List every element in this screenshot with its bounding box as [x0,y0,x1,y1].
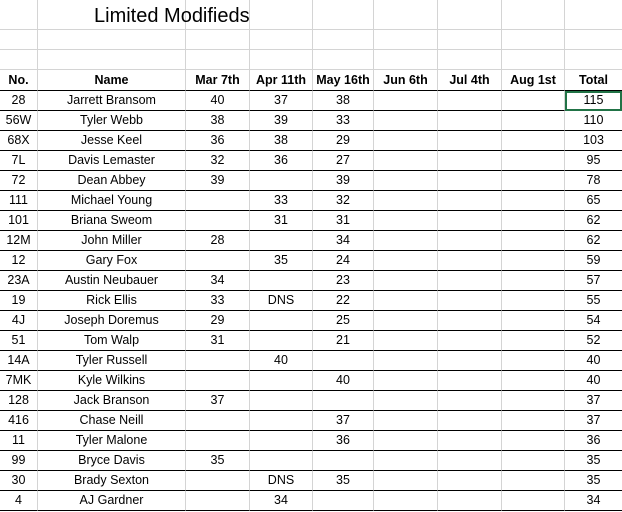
cell[interactable] [313,50,374,70]
race-may-16th-cell[interactable]: 21 [313,331,374,351]
race-aug-1st-cell[interactable] [502,351,565,371]
race-may-16th-cell[interactable]: 32 [313,191,374,211]
race-aug-1st-cell[interactable] [502,491,565,511]
driver-name-cell[interactable]: Davis Lemaster [38,151,186,171]
race-jun-6th-cell[interactable] [374,191,438,211]
points-total-cell[interactable]: 40 [565,371,622,391]
race-jul-4th-cell[interactable] [438,391,502,411]
points-total-cell[interactable]: 78 [565,171,622,191]
cell[interactable] [565,0,622,30]
race-apr-11th-cell[interactable] [250,311,313,331]
points-total-cell[interactable]: 62 [565,231,622,251]
driver-name-cell[interactable]: Chase Neill [38,411,186,431]
race-jun-6th-cell[interactable] [374,171,438,191]
race-jul-4th-cell[interactable] [438,291,502,311]
points-total-cell[interactable]: 40 [565,351,622,371]
race-may-16th-cell[interactable]: 22 [313,291,374,311]
race-aug-1st-cell[interactable] [502,291,565,311]
race-jun-6th-cell[interactable] [374,351,438,371]
race-jul-4th-cell[interactable] [438,111,502,131]
car-number-cell[interactable]: 68X [0,131,38,151]
car-number-cell[interactable]: 101 [0,211,38,231]
race-apr-11th-cell[interactable] [250,231,313,251]
cell[interactable] [0,0,38,30]
cell[interactable] [438,0,502,30]
car-number-cell[interactable]: 30 [0,471,38,491]
points-total-cell[interactable]: 115 [565,91,622,111]
table-row [0,471,622,491]
race-apr-11th-cell[interactable] [250,431,313,451]
race-mar-7th-cell[interactable] [186,211,250,231]
race-apr-11th-cell[interactable]: 33 [250,191,313,211]
cell[interactable] [250,30,313,50]
race-apr-11th-cell[interactable]: 37 [250,91,313,111]
driver-name-cell[interactable]: Gary Fox [38,251,186,271]
points-total-cell[interactable]: 37 [565,391,622,411]
race-aug-1st-cell[interactable] [502,451,565,471]
race-may-16th-cell[interactable]: 31 [313,211,374,231]
table-row [0,451,622,471]
driver-name-cell[interactable]: Tom Walp [38,331,186,351]
race-jul-4th-cell[interactable] [438,331,502,351]
driver-name-cell[interactable]: Brady Sexton [38,471,186,491]
race-mar-7th-cell[interactable]: 38 [186,111,250,131]
blank-row [0,50,622,70]
race-apr-11th-cell[interactable] [250,411,313,431]
race-jun-6th-cell[interactable] [374,271,438,291]
driver-name-cell[interactable]: Kyle Wilkins [38,371,186,391]
points-total-cell[interactable]: 62 [565,211,622,231]
race-jun-6th-cell[interactable] [374,451,438,471]
table-row [0,491,622,511]
header-total[interactable]: Total [565,70,622,91]
race-aug-1st-cell[interactable] [502,371,565,391]
car-number-cell[interactable]: 23A [0,271,38,291]
race-jun-6th-cell[interactable] [374,391,438,411]
table-row [0,291,622,311]
race-may-16th-cell[interactable] [313,391,374,411]
race-mar-7th-cell[interactable] [186,371,250,391]
race-aug-1st-cell[interactable] [502,191,565,211]
table-row [0,311,622,331]
car-number-cell[interactable]: 111 [0,191,38,211]
race-may-16th-cell[interactable]: 25 [313,311,374,331]
race-may-16th-cell[interactable]: 24 [313,251,374,271]
driver-name-cell[interactable]: Tyler Malone [38,431,186,451]
car-number-cell[interactable]: 12M [0,231,38,251]
table-row [0,391,622,411]
points-total-cell[interactable]: 103 [565,131,622,151]
race-mar-7th-cell[interactable]: 32 [186,151,250,171]
race-jun-6th-cell[interactable] [374,431,438,451]
table-row [0,131,622,151]
sheet-title: Limited Modifieds [94,5,250,27]
race-jun-6th-cell[interactable] [374,291,438,311]
header-jun-6th[interactable]: Jun 6th [374,70,438,91]
race-mar-7th-cell[interactable]: 34 [186,271,250,291]
race-mar-7th-cell[interactable]: 33 [186,291,250,311]
race-jun-6th-cell[interactable] [374,311,438,331]
driver-name-cell[interactable]: Tyler Russell [38,351,186,371]
points-total-cell[interactable]: 36 [565,431,622,451]
race-apr-11th-cell[interactable] [250,171,313,191]
car-number-cell[interactable]: 4 [0,491,38,511]
cell[interactable] [374,0,438,30]
table-row [0,371,622,391]
race-aug-1st-cell[interactable] [502,131,565,151]
driver-name-cell[interactable]: Tyler Webb [38,111,186,131]
race-mar-7th-cell[interactable]: 31 [186,331,250,351]
race-jul-4th-cell[interactable] [438,271,502,291]
title-row [0,0,622,30]
points-total-cell[interactable]: 59 [565,251,622,271]
race-jul-4th-cell[interactable] [438,471,502,491]
race-mar-7th-cell[interactable] [186,191,250,211]
header-no[interactable]: No. [0,70,38,91]
driver-name-cell[interactable]: Dean Abbey [38,171,186,191]
race-jun-6th-cell[interactable] [374,211,438,231]
table-row [0,231,622,251]
race-jun-6th-cell[interactable] [374,151,438,171]
table-row [0,431,622,451]
car-number-cell[interactable]: 72 [0,171,38,191]
cell[interactable] [374,50,438,70]
race-aug-1st-cell[interactable] [502,411,565,431]
cell[interactable] [250,50,313,70]
race-jul-4th-cell[interactable] [438,371,502,391]
car-number-cell[interactable]: 416 [0,411,38,431]
cell[interactable] [502,0,565,30]
points-total-cell[interactable]: 65 [565,191,622,211]
race-may-16th-cell[interactable]: 27 [313,151,374,171]
race-aug-1st-cell[interactable] [502,211,565,231]
header-jul-4th[interactable]: Jul 4th [438,70,502,91]
table-row [0,331,622,351]
header-aug-1st[interactable]: Aug 1st [502,70,565,91]
race-aug-1st-cell[interactable] [502,231,565,251]
race-jul-4th-cell[interactable] [438,211,502,231]
driver-name-cell[interactable]: AJ Gardner [38,491,186,511]
race-jun-6th-cell[interactable] [374,91,438,111]
race-may-16th-cell[interactable]: 37 [313,411,374,431]
driver-name-cell[interactable]: Austin Neubauer [38,271,186,291]
race-jul-4th-cell[interactable] [438,311,502,331]
race-mar-7th-cell[interactable]: 37 [186,391,250,411]
race-jun-6th-cell[interactable] [374,411,438,431]
race-may-16th-cell[interactable]: 29 [313,131,374,151]
cell[interactable] [438,30,502,50]
table-row [0,271,622,291]
race-aug-1st-cell[interactable] [502,91,565,111]
car-number-cell[interactable]: 19 [0,291,38,311]
header-may-16th[interactable]: May 16th [313,70,374,91]
race-mar-7th-cell[interactable]: 39 [186,171,250,191]
cell[interactable] [250,0,313,30]
table-row [0,191,622,211]
race-aug-1st-cell[interactable] [502,271,565,291]
race-jul-4th-cell[interactable] [438,151,502,171]
race-jun-6th-cell[interactable] [374,111,438,131]
race-jun-6th-cell[interactable] [374,131,438,151]
race-mar-7th-cell[interactable]: 40 [186,91,250,111]
race-apr-11th-cell[interactable] [250,271,313,291]
points-total-cell[interactable]: 54 [565,311,622,331]
race-apr-11th-cell[interactable] [250,391,313,411]
race-may-16th-cell[interactable] [313,451,374,471]
driver-name-cell[interactable]: Jack Branson [38,391,186,411]
race-aug-1st-cell[interactable] [502,471,565,491]
car-number-cell[interactable]: 28 [0,91,38,111]
car-number-cell[interactable]: 128 [0,391,38,411]
cell[interactable] [0,50,38,70]
race-aug-1st-cell[interactable] [502,431,565,451]
race-aug-1st-cell[interactable] [502,171,565,191]
points-total-cell[interactable]: 35 [565,451,622,471]
race-apr-11th-cell[interactable] [250,371,313,391]
blank-row [0,30,622,50]
cell[interactable] [313,0,374,30]
race-apr-11th-cell[interactable]: 34 [250,491,313,511]
race-jun-6th-cell[interactable] [374,491,438,511]
race-apr-11th-cell[interactable] [250,331,313,351]
table-row [0,411,622,431]
race-jul-4th-cell[interactable] [438,171,502,191]
race-jul-4th-cell[interactable] [438,451,502,471]
race-mar-7th-cell[interactable] [186,491,250,511]
race-jun-6th-cell[interactable] [374,371,438,391]
race-jul-4th-cell[interactable] [438,91,502,111]
race-jun-6th-cell[interactable] [374,471,438,491]
race-mar-7th-cell[interactable] [186,351,250,371]
driver-name-cell[interactable]: Briana Sweom [38,211,186,231]
header-name[interactable]: Name [38,70,186,91]
points-total-cell[interactable]: 110 [565,111,622,131]
points-total-cell[interactable]: 52 [565,331,622,351]
cell[interactable] [565,30,622,50]
race-may-16th-cell[interactable]: 39 [313,171,374,191]
header-row [0,70,622,91]
table-row [0,211,622,231]
driver-name-cell[interactable]: John Miller [38,231,186,251]
race-jun-6th-cell[interactable] [374,231,438,251]
race-jun-6th-cell[interactable] [374,251,438,271]
race-jul-4th-cell[interactable] [438,191,502,211]
table-row [0,351,622,371]
race-mar-7th-cell[interactable] [186,411,250,431]
race-apr-11th-cell[interactable]: DNS [250,471,313,491]
race-apr-11th-cell[interactable]: 38 [250,131,313,151]
cell[interactable] [565,50,622,70]
cell[interactable] [186,50,250,70]
race-mar-7th-cell[interactable] [186,431,250,451]
race-apr-11th-cell[interactable]: 40 [250,351,313,371]
car-number-cell[interactable]: 4J [0,311,38,331]
race-apr-11th-cell[interactable]: DNS [250,291,313,311]
cell[interactable] [38,50,186,70]
race-mar-7th-cell[interactable] [186,471,250,491]
race-aug-1st-cell[interactable] [502,331,565,351]
race-aug-1st-cell[interactable] [502,251,565,271]
race-may-16th-cell[interactable]: 23 [313,271,374,291]
race-may-16th-cell[interactable]: 38 [313,91,374,111]
cell[interactable] [313,30,374,50]
race-jul-4th-cell[interactable] [438,491,502,511]
cell[interactable] [502,30,565,50]
race-mar-7th-cell[interactable]: 28 [186,231,250,251]
car-number-cell[interactable]: 56W [0,111,38,131]
race-apr-11th-cell[interactable]: 39 [250,111,313,131]
race-may-16th-cell[interactable]: 40 [313,371,374,391]
driver-name-cell[interactable]: Jesse Keel [38,131,186,151]
race-may-16th-cell[interactable] [313,351,374,371]
driver-name-cell[interactable]: Michael Young [38,191,186,211]
driver-name-cell[interactable]: Bryce Davis [38,451,186,471]
race-jul-4th-cell[interactable] [438,251,502,271]
points-total-cell[interactable]: 34 [565,491,622,511]
points-total-cell[interactable]: 35 [565,471,622,491]
race-jun-6th-cell[interactable] [374,331,438,351]
cell[interactable] [502,50,565,70]
race-may-16th-cell[interactable]: 34 [313,231,374,251]
points-total-cell[interactable]: 37 [565,411,622,431]
race-mar-7th-cell[interactable]: 35 [186,451,250,471]
cell[interactable] [438,50,502,70]
table-row [0,111,622,131]
table-row [0,151,622,171]
cell[interactable] [38,30,186,50]
race-may-16th-cell[interactable]: 35 [313,471,374,491]
cell[interactable] [0,30,38,50]
car-number-cell[interactable]: 51 [0,331,38,351]
points-total-cell[interactable]: 55 [565,291,622,311]
points-total-cell[interactable]: 57 [565,271,622,291]
race-mar-7th-cell[interactable]: 29 [186,311,250,331]
table-row [0,251,622,271]
race-jul-4th-cell[interactable] [438,411,502,431]
header-apr-11th[interactable]: Apr 11th [250,70,313,91]
car-number-cell[interactable]: 99 [0,451,38,471]
table-row [0,91,622,111]
car-number-cell[interactable]: 7MK [0,371,38,391]
driver-name-cell[interactable]: Joseph Doremus [38,311,186,331]
race-may-16th-cell[interactable]: 33 [313,111,374,131]
race-aug-1st-cell[interactable] [502,111,565,131]
cell[interactable] [374,30,438,50]
race-aug-1st-cell[interactable] [502,151,565,171]
points-total-cell[interactable]: 95 [565,151,622,171]
race-mar-7th-cell[interactable] [186,251,250,271]
race-jul-4th-cell[interactable] [438,431,502,451]
race-aug-1st-cell[interactable] [502,311,565,331]
car-number-cell[interactable]: 7L [0,151,38,171]
race-apr-11th-cell[interactable]: 36 [250,151,313,171]
car-number-cell[interactable]: 14A [0,351,38,371]
race-mar-7th-cell[interactable]: 36 [186,131,250,151]
race-jul-4th-cell[interactable] [438,351,502,371]
race-jul-4th-cell[interactable] [438,231,502,251]
race-may-16th-cell[interactable] [313,491,374,511]
race-apr-11th-cell[interactable]: 35 [250,251,313,271]
race-may-16th-cell[interactable]: 36 [313,431,374,451]
cell[interactable] [186,30,250,50]
car-number-cell[interactable]: 12 [0,251,38,271]
driver-name-cell[interactable]: Rick Ellis [38,291,186,311]
header-mar-7th[interactable]: Mar 7th [186,70,250,91]
driver-name-cell[interactable]: Jarrett Bransom [38,91,186,111]
race-apr-11th-cell[interactable] [250,451,313,471]
car-number-cell[interactable]: 11 [0,431,38,451]
race-aug-1st-cell[interactable] [502,391,565,411]
race-apr-11th-cell[interactable]: 31 [250,211,313,231]
table-row [0,171,622,191]
race-jul-4th-cell[interactable] [438,131,502,151]
